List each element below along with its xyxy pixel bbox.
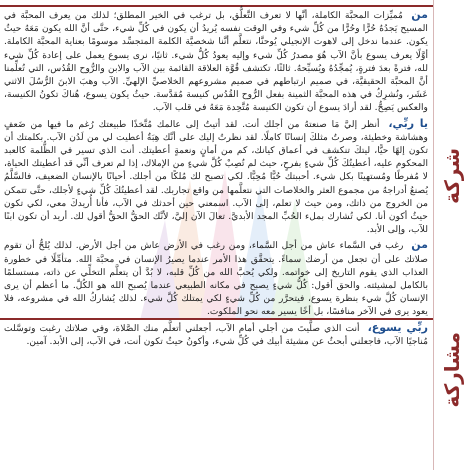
sidebar [433, 0, 470, 470]
paragraph-lead: من [411, 238, 428, 252]
paragraph-text: أنظر إليَّ مَا صنعتهُ من أجلك أنت. لقد أتيتُ إلى عالمك مُتَّخذًا طبيعتك رُغم ما فيها من ضَعفٍ وهشاشة وخطيئة، وصرتُ مثلكَ إنسانًا كاملًا. لقد نظرتُ إليك على أنَّك هِبَةٌ أعطيت لي من لَدُن الآب. بكلمتك أن تكون إلهًا حيًّا، ليتكَ تنكشف في أعماق كيانك، كم من أمانٍ ونعمةٍ أعطيتك. أنت الذي تسير في الظُّلمة كالعبد المحكوم عليه، أعطيتُكَ كُلِّ شيءٍ بفرحٍ، حيث لم تُصِبْ كُلَّ شيءٍ من الإملاك، إذا لم تعرف أنِّي قد أعطيتك الحياة، لا مُفرطًا ومُستهينًا بكل شيء. أحببتك حُبًّا مُحِبًّا. لكي تصبح لك مُلكًا من أجلك. أحيانًا بالإنسان الضعيف، فالسَّلَّمُ يُصنعُ أدراجهُ من مجموع العثر والخلاصات التي نتعلَّمها من واقع تجاربك. لقد أعطيتُكَ كُلِّ شيءٍ لأجلك، حتَّى تتمكن من الخروج من ذاتك، ومن حيث لا تعلم، إلى الآب. اسمعني حين أحدثك في الآب، فأنا أُريدكَ معي، لكي تكون حيثُ أكون أنا. لكي تُشارك بملء الحُبِّ المجد الأبديَّ. تعالَ الآن إليَّ، لأنَّك الحقُّ الحقُّ أقول لك. أريد أن تكون ابنًا للآب، وإلى الأبد. [4, 118, 428, 236]
paragraph [4, 321, 428, 348]
top-divider [0, 5, 434, 7]
paragraph-text: مُميِّزات المحبَّة الكاملة، أنَّها لا تعرف التَّعلُّق، بل ترغب في الخير المطلق؛ لذلك من يعرف المحبَّة في المسيح يَجدُهُ حُرًّا وحُرًّا من كُلِّ شيء وفي الوقت نفسه يُريدُ أن يكون في كُلِّ شيء، حتَّى أنَّ الله يكون مَعَهُ حيثُ يكون. عندما ندخل إلى لاهوت الإنجيلي يُوحنَّا، نتعلَّم أنَّنا شخصيَّة الكلمة المتجسِّد موسومًا بعناية المحبَّة الكاملة. أوَّلًا يعرف يسوع بأنَّ الآب هُوَ مصدرُ كُلِّ شيء وإليه يعودُ كُلُّ شيء. ثانيًا، نرى يسوع يعمل على إعادة كُلِّ شيء لله، فترةً بعدَ فترةٍ، يُمجِّدُهُ ويُسبِّحهُ. ثالثًا، تكتشف قُوَّة العلاقة القائمة بين الآب والابن والرُّوح القُدُس، التي تُعلِّمنا أنَّ المحبَّة الحقيقيَّة، في صميم ارتباطهم في صميم مشروعهم الخلاصيِّ الإلهيِّ. الآب وهبَ الابنَ الرُّسُلَ الاثني عَشَر، ونُشرِكُ في هذه المحبَّة الثمينة بفعل الرُّوح القُدُس كنيسة مُقدَّسة. حيثُ يكون يسوع، هُناكَ تكونُ الكنيسة، والعكس يَصِحُّ. لقد أرادَ يسوع أن تكون الكنيسة مُتَّحِدة مَعَهُ في قلب الآب. [4, 10, 428, 114]
sidebar-label-top: شركة [440, 148, 464, 204]
paragraph-lead: ربِّي يسوع، [367, 320, 428, 334]
paragraph [4, 117, 428, 237]
paragraph [4, 8, 428, 115]
article-body [4, 8, 428, 466]
sidebar-label-bottom: مشاركة [440, 332, 464, 408]
paragraph-lead: يا ربِّي، [388, 116, 428, 130]
paragraph [4, 238, 428, 318]
paragraph-lead: من [411, 8, 428, 21]
paragraph-text: أنت الذي صلَّيتَ من أجلي أمام الآب، أجعلني أتعلَّم منك الصَّلاة، وفي صلاتك رغبت وتوسَّلت مُناجيًا الآب، فاجعلني أبحثُ عن مشيئة أبيك في كُلِّ شيء، وأكونُ حيثُ تكون أنت، في الآب، إلى الأبد. آمين. [4, 322, 428, 347]
paragraph-text: رغب في السَّماء عاش من أجل السَّماء، ومن رغب في الأرض عاش من أجل الأرض. لذلك يُلحُّ أن تقوم صلاتك على أن تجعل من أرضك سماءً. يتحقَّق هذا الأمر عندما يصيرُ الإنسان في محبَّة الله. متأمِّلًا في خطورة العذاب الذي يقوم التاريخ إلى خواتمه. ولكي يُحبَّ الله من كُلِّ قلبه، لا بُدَّ أن يتعلَّم التخلِّي عن ذاته، مستسلمًا بالكامل لمشيئته. والحق أقول: كُلُّ شيءٍ يصبح في مكانه الطبيعي عندما يُصبح الله هو الكُلَّ. ما أعظم أن يرى الإنسان كُلَّ شيء بنظرة يسوع، فيتحرَّر من كُلِّ شيءٍ لكي يمتلك كُلَّ شيء. لذلك يُشاركُ الله في مشروعه، فلا يعود يرى في الآخر منافسًا، بل أخًا يسير معه نحو الملكوت. [4, 240, 428, 318]
